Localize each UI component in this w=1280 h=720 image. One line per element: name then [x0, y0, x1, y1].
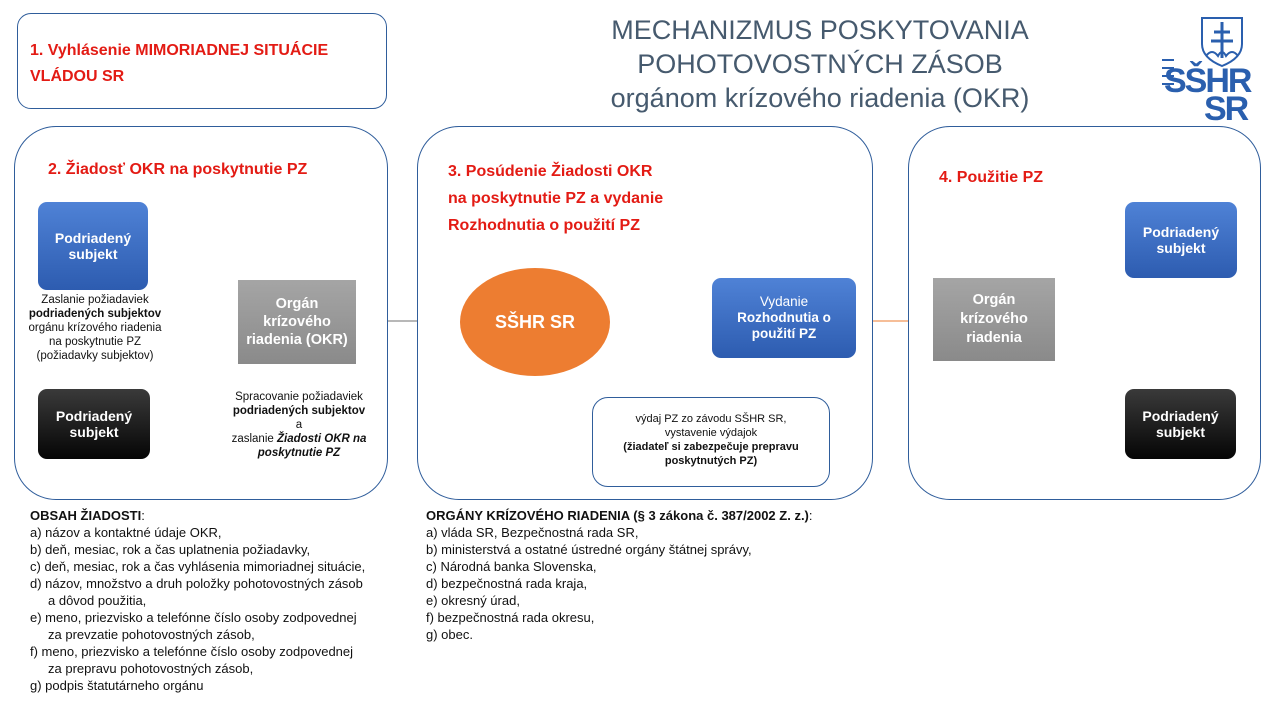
okr-box-right: Orgán krízového riadenia: [933, 278, 1055, 361]
crisis-bodies-heading: [426, 507, 813, 524]
step1-line-2: VLÁDOU SR: [30, 68, 125, 85]
list-item: za prevzatie pohotovostných zásob,: [48, 627, 255, 642]
logo-text-1: SŠHR: [1164, 62, 1251, 100]
list-item: a) vláda SR, Bezpečnostná rada SR,: [426, 525, 639, 540]
step2-heading: 2. Žiadosť OKR na poskytnutie PZ: [48, 161, 308, 178]
release-line-3: (žiadateľ si zabezpečuje prepravu: [623, 441, 799, 453]
decision-line-2: Rozhodnutia o: [737, 310, 831, 325]
list-item: d) bezpečnostná rada kraja,: [426, 576, 588, 591]
note1-line-5: (požiadavky subjektov): [36, 350, 154, 362]
step3-heading-1: 3. Posúdenie Žiadosti OKR: [448, 163, 653, 180]
step3-heading-2: na poskytnutie PZ a vydanie: [448, 190, 664, 207]
subject-top-box-left: Podriadený subjekt: [38, 202, 148, 290]
list-item: e) meno, priezvisko a telefónne číslo osoby zodpovednej: [30, 610, 357, 625]
crisis-bodies-heading-colon: :: [808, 508, 813, 523]
list-item: f) meno, priezvisko a telefónne číslo osoby zodpovednej: [30, 644, 354, 659]
note2-line-2: podriadených subjektov: [232, 405, 366, 417]
list-item: d) názov, množstvo a druh položky pohotovostných zásob: [30, 576, 363, 591]
list-item: c) deň, mesiac, rok a čas vyhlásenia mimoriadnej situácie,: [30, 559, 366, 574]
step1-box: [17, 13, 387, 109]
step4-heading: 4. Použitie PZ: [939, 169, 1044, 186]
sshr-logo: [1160, 8, 1270, 123]
note1-line-2: podriadených subjektov: [28, 308, 162, 320]
note2-line-4-emph: Žiadosti OKR na: [276, 433, 367, 445]
decision-line-1: Vydanie: [759, 294, 809, 309]
note1-line-4: na poskytnutie PZ: [48, 336, 142, 348]
step3-heading-3: Rozhodnutia o použití PZ: [448, 217, 640, 234]
list-item: b) ministerstvá a ostatné ústredné orgány štátnej správy,: [426, 542, 752, 557]
request-content-list: [30, 507, 365, 694]
note2-line-3: a: [295, 419, 303, 431]
list-item: c) Národná banka Slovenska,: [426, 559, 597, 574]
subject-bottom-box-right: Podriadený subjekt: [1125, 389, 1236, 459]
list-item: a dôvod použitia,: [48, 593, 147, 608]
list-item: a) názov a kontaktné údaje OKR,: [30, 525, 222, 540]
subject-top-box-right: Podriadený subjekt: [1125, 202, 1237, 278]
step3-heading: [448, 158, 663, 239]
subject-bottom-box-left: Podriadený subjekt: [38, 389, 150, 459]
list-item: f) bezpečnostná rada okresu,: [426, 610, 595, 625]
request-content-heading: [30, 507, 365, 524]
note-processing-requests: [214, 390, 384, 460]
crisis-bodies-list: [426, 507, 813, 643]
release-box: [592, 397, 830, 487]
list-item: g) obec.: [426, 627, 473, 642]
coat-of-arms-icon: [1202, 18, 1242, 66]
list-item: g) podpis štatutárneho orgánu: [30, 678, 204, 693]
logo-text-2: SR: [1204, 90, 1248, 123]
list-item: b) deň, mesiac, rok a čas uplatnenia požiadavky,: [30, 542, 311, 557]
note-sending-requests: [20, 293, 170, 363]
list-item: e) okresný úrad,: [426, 593, 520, 608]
decision-line-3: použití PZ: [751, 326, 817, 341]
note2-line-4: [214, 432, 384, 446]
note2-line-5: poskytnutie PZ: [257, 447, 341, 459]
release-line-4: poskytnutých PZ): [664, 455, 758, 467]
title-line-1: MECHANIZMUS POSKYTOVANIA: [611, 15, 1029, 45]
release-line-2: vystavenie výdajok: [664, 427, 758, 439]
note2-line-1: Spracovanie požiadaviek: [235, 391, 363, 403]
sshr-ellipse: SŠHR SR: [460, 268, 610, 376]
step1-line-1: 1. Vyhlásenie MIMORIADNEJ SITUÁCIE: [30, 42, 329, 59]
note2-line-4-prefix: zaslanie: [231, 433, 277, 445]
list-item: za prepravu pohotovostných zásob,: [48, 661, 254, 676]
title-line-3: orgánom krízového riadenia (OKR): [610, 83, 1030, 113]
title-line-2: POHOTOVOSTNÝCH ZÁSOB: [637, 49, 1003, 79]
main-title: [575, 13, 1065, 115]
request-content-heading-text: OBSAH ŽIADOSTI: [30, 508, 142, 523]
note1-line-3: orgánu krízového riadenia: [28, 322, 162, 334]
crisis-bodies-heading-text: ORGÁNY KRÍZOVÉHO RIADENIA (§ 3 zákona č. 387/2002 Z. z.): [426, 508, 809, 523]
release-line-1: výdaj PZ zo závodu SŠHR SR,: [635, 413, 787, 425]
decision-box: [712, 278, 856, 358]
request-content-heading-colon: :: [141, 508, 145, 523]
note1-line-1: Zaslanie požiadaviek: [41, 294, 149, 306]
okr-box-left: Orgán krízového riadenia (OKR): [238, 280, 356, 364]
